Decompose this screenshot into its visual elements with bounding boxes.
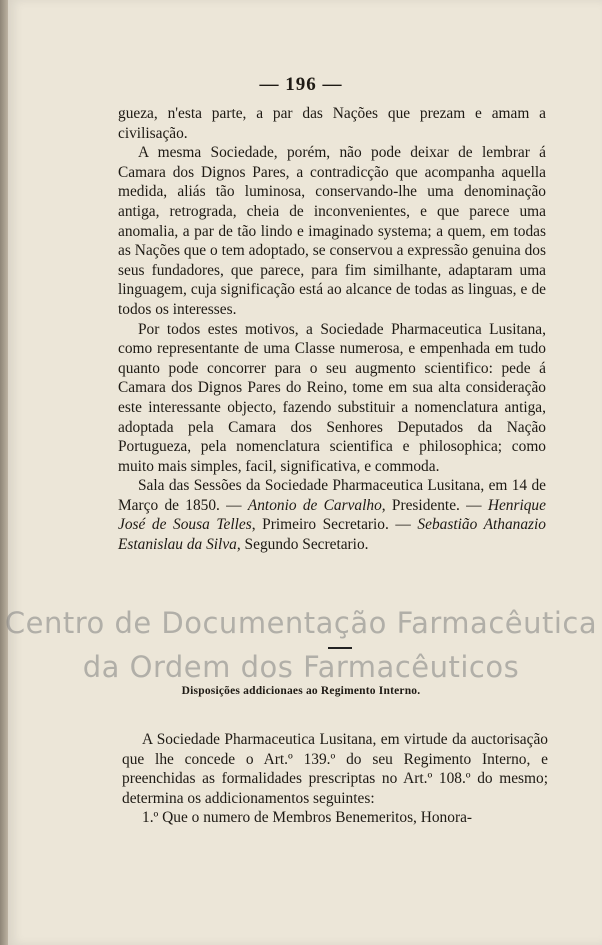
watermark-line: Centro de Documentação Farmacêutica — [4, 606, 598, 640]
paragraph: Por todos estes motivos, a Sociedade Pharmaceutica Lusitana, como representante de uma Classe numerosa, e empenhada em tudo quanto pode concorrer para o seu augmento scientifico: pede á Camara dos Dignos Pares do Reino, tome em sua alta consideração este interessante objecto, fazendo substituir a nomenclatura antiga, adoptada pela Camara dos Senhores Deputados da Nação Portugueza, pela nomenclatura scientifica e philosophica; como muito mais simples, facil, significativa, e commoda. — [118, 320, 546, 475]
paragraph: 1.º Que o numero de Membros Benemeritos, Honora- — [142, 809, 473, 827]
main-text-continued — [122, 730, 548, 828]
section-divider — [328, 647, 352, 649]
main-text — [118, 104, 546, 555]
watermark-line: da Ordem dos Farmacêuticos — [82, 650, 520, 684]
signature-paragraph: Sala das Sessões da Sociedade Pharmaceutica Lusitana, em 14 de Março de 1850. — Antonio de Carvalho, Presidente. — Henrique José de Sousa Telles, Primeiro Secretario. — Sebastião Athanazio Estanislau da Silva, Segundo Secretario. — [118, 477, 546, 554]
page-number: — 196 — — [259, 74, 343, 95]
signatory-name: Henrique José de Sousa Telles — [118, 496, 546, 534]
paragraph: A mesma Sociedade, porém, não pode deixar de lembrar á Camara dos Dignos Pares, a contradicção que acompanha aquella medida, aliás tão luminosa, conservando-lhe uma denominação antiga, retrograda, cheia de inconvenientes, e que parece uma anomalia, a par de tão lindo e imaginado systema; a quem, em todas as Nações que o tem adoptado, se conservou a expressão genuina dos seus fundadores, que parece, para fim similhante, adaptaram uma linguagem, cuja significação está ao alcance de todas as linguas, e de todos os interesses. — [118, 144, 546, 318]
section-title: Disposições addicionaes ao Regimento Interno. — [181, 685, 421, 697]
paragraph: gueza, n'esta parte, a par das Nações que prezam e amam a civilisação. — [118, 105, 546, 142]
signatory-name: Sebastião Athanazio Estanislau da Silva — [118, 516, 546, 554]
paragraph: A Sociedade Pharmaceutica Lusitana, em virtude da auctorisação que lhe concede o Art.º 139.º do seu Regimento Interno, e preenchidas as formalidades prescriptas no Art.º 108.º do mesmo; determina os addicionamentos seguintes: — [122, 731, 548, 807]
page-gutter — [0, 0, 8, 945]
signatory-name: Antonio de Carvalho — [247, 496, 382, 514]
